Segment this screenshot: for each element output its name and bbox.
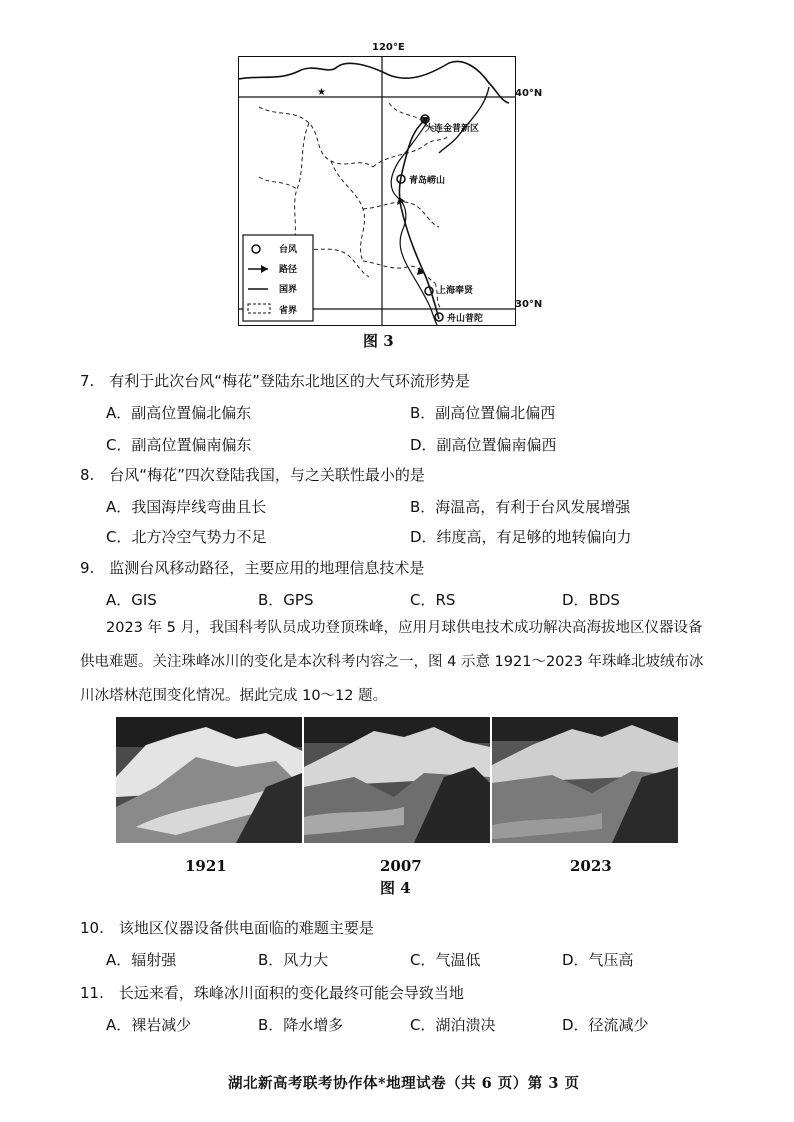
year-label-1921: 1921 bbox=[185, 857, 227, 875]
q7-option-b[interactable]: B．副高位置偏北偏西 bbox=[410, 404, 556, 422]
q9-option-d[interactable]: D．BDS bbox=[562, 591, 620, 609]
passage-line-3: 川冰塔林范围变化情况。据此完成 10～12 题。 bbox=[80, 688, 388, 704]
passage-line-1: 2023 年 5 月，我国科考队员成功登顶珠峰，应用月球供电技术成功解决高海拔地区仪器设备 bbox=[106, 620, 703, 636]
legend-path-label: 路径 bbox=[279, 265, 298, 275]
page-footer: 湖北新高考联考协作体*地理试卷（共 6 页）第 3 页 bbox=[228, 1075, 580, 1092]
typhoon-icon bbox=[425, 287, 433, 295]
q9-option-a[interactable]: A．GIS bbox=[106, 591, 157, 609]
q10-option-c[interactable]: C．气温低 bbox=[410, 951, 481, 969]
q7-option-d[interactable]: D．副高位置偏南偏西 bbox=[410, 436, 557, 454]
q8-stem: 8. 台风“梅花”四次登陆我国，与之关联性最小的是 bbox=[80, 466, 425, 484]
legend-province-label: 省界 bbox=[279, 306, 298, 316]
q9-stem: 9. 监测台风移动路径，主要应用的地理信息技术是 bbox=[80, 559, 425, 577]
lat-30-label: 30°N bbox=[515, 299, 543, 310]
map-lon-label: 120°E bbox=[372, 42, 405, 53]
legend-border-label: 国界 bbox=[279, 285, 298, 295]
q11-stem: 11. 长远来看，珠峰冰川面积的变化最终可能会导致当地 bbox=[80, 984, 464, 1002]
year-label-2023: 2023 bbox=[570, 857, 612, 875]
q7-option-c[interactable]: C．副高位置偏南偏东 bbox=[106, 436, 252, 454]
legend-box bbox=[243, 235, 313, 321]
q11-option-c[interactable]: C．湖泊溃决 bbox=[410, 1016, 496, 1034]
q8-option-c[interactable]: C．北方冷空气势力不足 bbox=[106, 528, 267, 546]
place-zhoushan: 舟山普陀 bbox=[447, 314, 484, 324]
glacier-photo-2007 bbox=[304, 717, 490, 843]
q10-option-b[interactable]: B．风力大 bbox=[258, 951, 329, 969]
q7-stem: 7. 有利于此次台风“梅花”登陆东北地区的大气环流形势是 bbox=[80, 372, 470, 390]
q11-option-b[interactable]: B．降水增多 bbox=[258, 1016, 344, 1034]
place-dalian: 大连金普新区 bbox=[425, 124, 480, 134]
glacier-photo-2023 bbox=[492, 717, 678, 843]
q9-option-c[interactable]: C．RS bbox=[410, 591, 456, 609]
q10-option-d[interactable]: D．气压高 bbox=[562, 951, 634, 969]
figure4-caption: 图 4 bbox=[380, 879, 411, 897]
q10-option-a[interactable]: A．辐射强 bbox=[106, 951, 177, 969]
glacier-photo-1921 bbox=[116, 717, 302, 843]
q8-option-a[interactable]: A．我国海岸线弯曲且长 bbox=[106, 498, 267, 516]
q9-option-b[interactable]: B．GPS bbox=[258, 591, 314, 609]
q11-option-d[interactable]: D．径流减少 bbox=[562, 1016, 649, 1034]
q8-option-d[interactable]: D．纬度高，有足够的地转偏向力 bbox=[410, 528, 632, 546]
lat-40-label: 40°N bbox=[515, 88, 543, 99]
q7-option-a[interactable]: A．副高位置偏北偏东 bbox=[106, 404, 252, 422]
passage-line-2: 供电难题。关注珠峰冰川的变化是本次科考内容之一，图 4 示意 1921～2023 年珠峰北坡绒布冰 bbox=[80, 654, 704, 670]
figure3-caption: 图 3 bbox=[363, 332, 394, 350]
typhoon-map bbox=[238, 56, 543, 326]
place-shanghai: 上海奉贤 bbox=[437, 286, 474, 296]
q8-option-b[interactable]: B．海温高，有利于台风发展增强 bbox=[410, 498, 631, 516]
year-label-2007: 2007 bbox=[380, 857, 422, 875]
legend-typhoon-label: 台风 bbox=[279, 245, 298, 255]
place-qingdao: 青岛崂山 bbox=[409, 176, 446, 186]
q11-option-a[interactable]: A．裸岩减少 bbox=[106, 1016, 192, 1034]
capital-star-icon: ★ bbox=[317, 87, 326, 98]
q10-stem: 10. 该地区仪器设备供电面临的难题主要是 bbox=[80, 919, 374, 937]
